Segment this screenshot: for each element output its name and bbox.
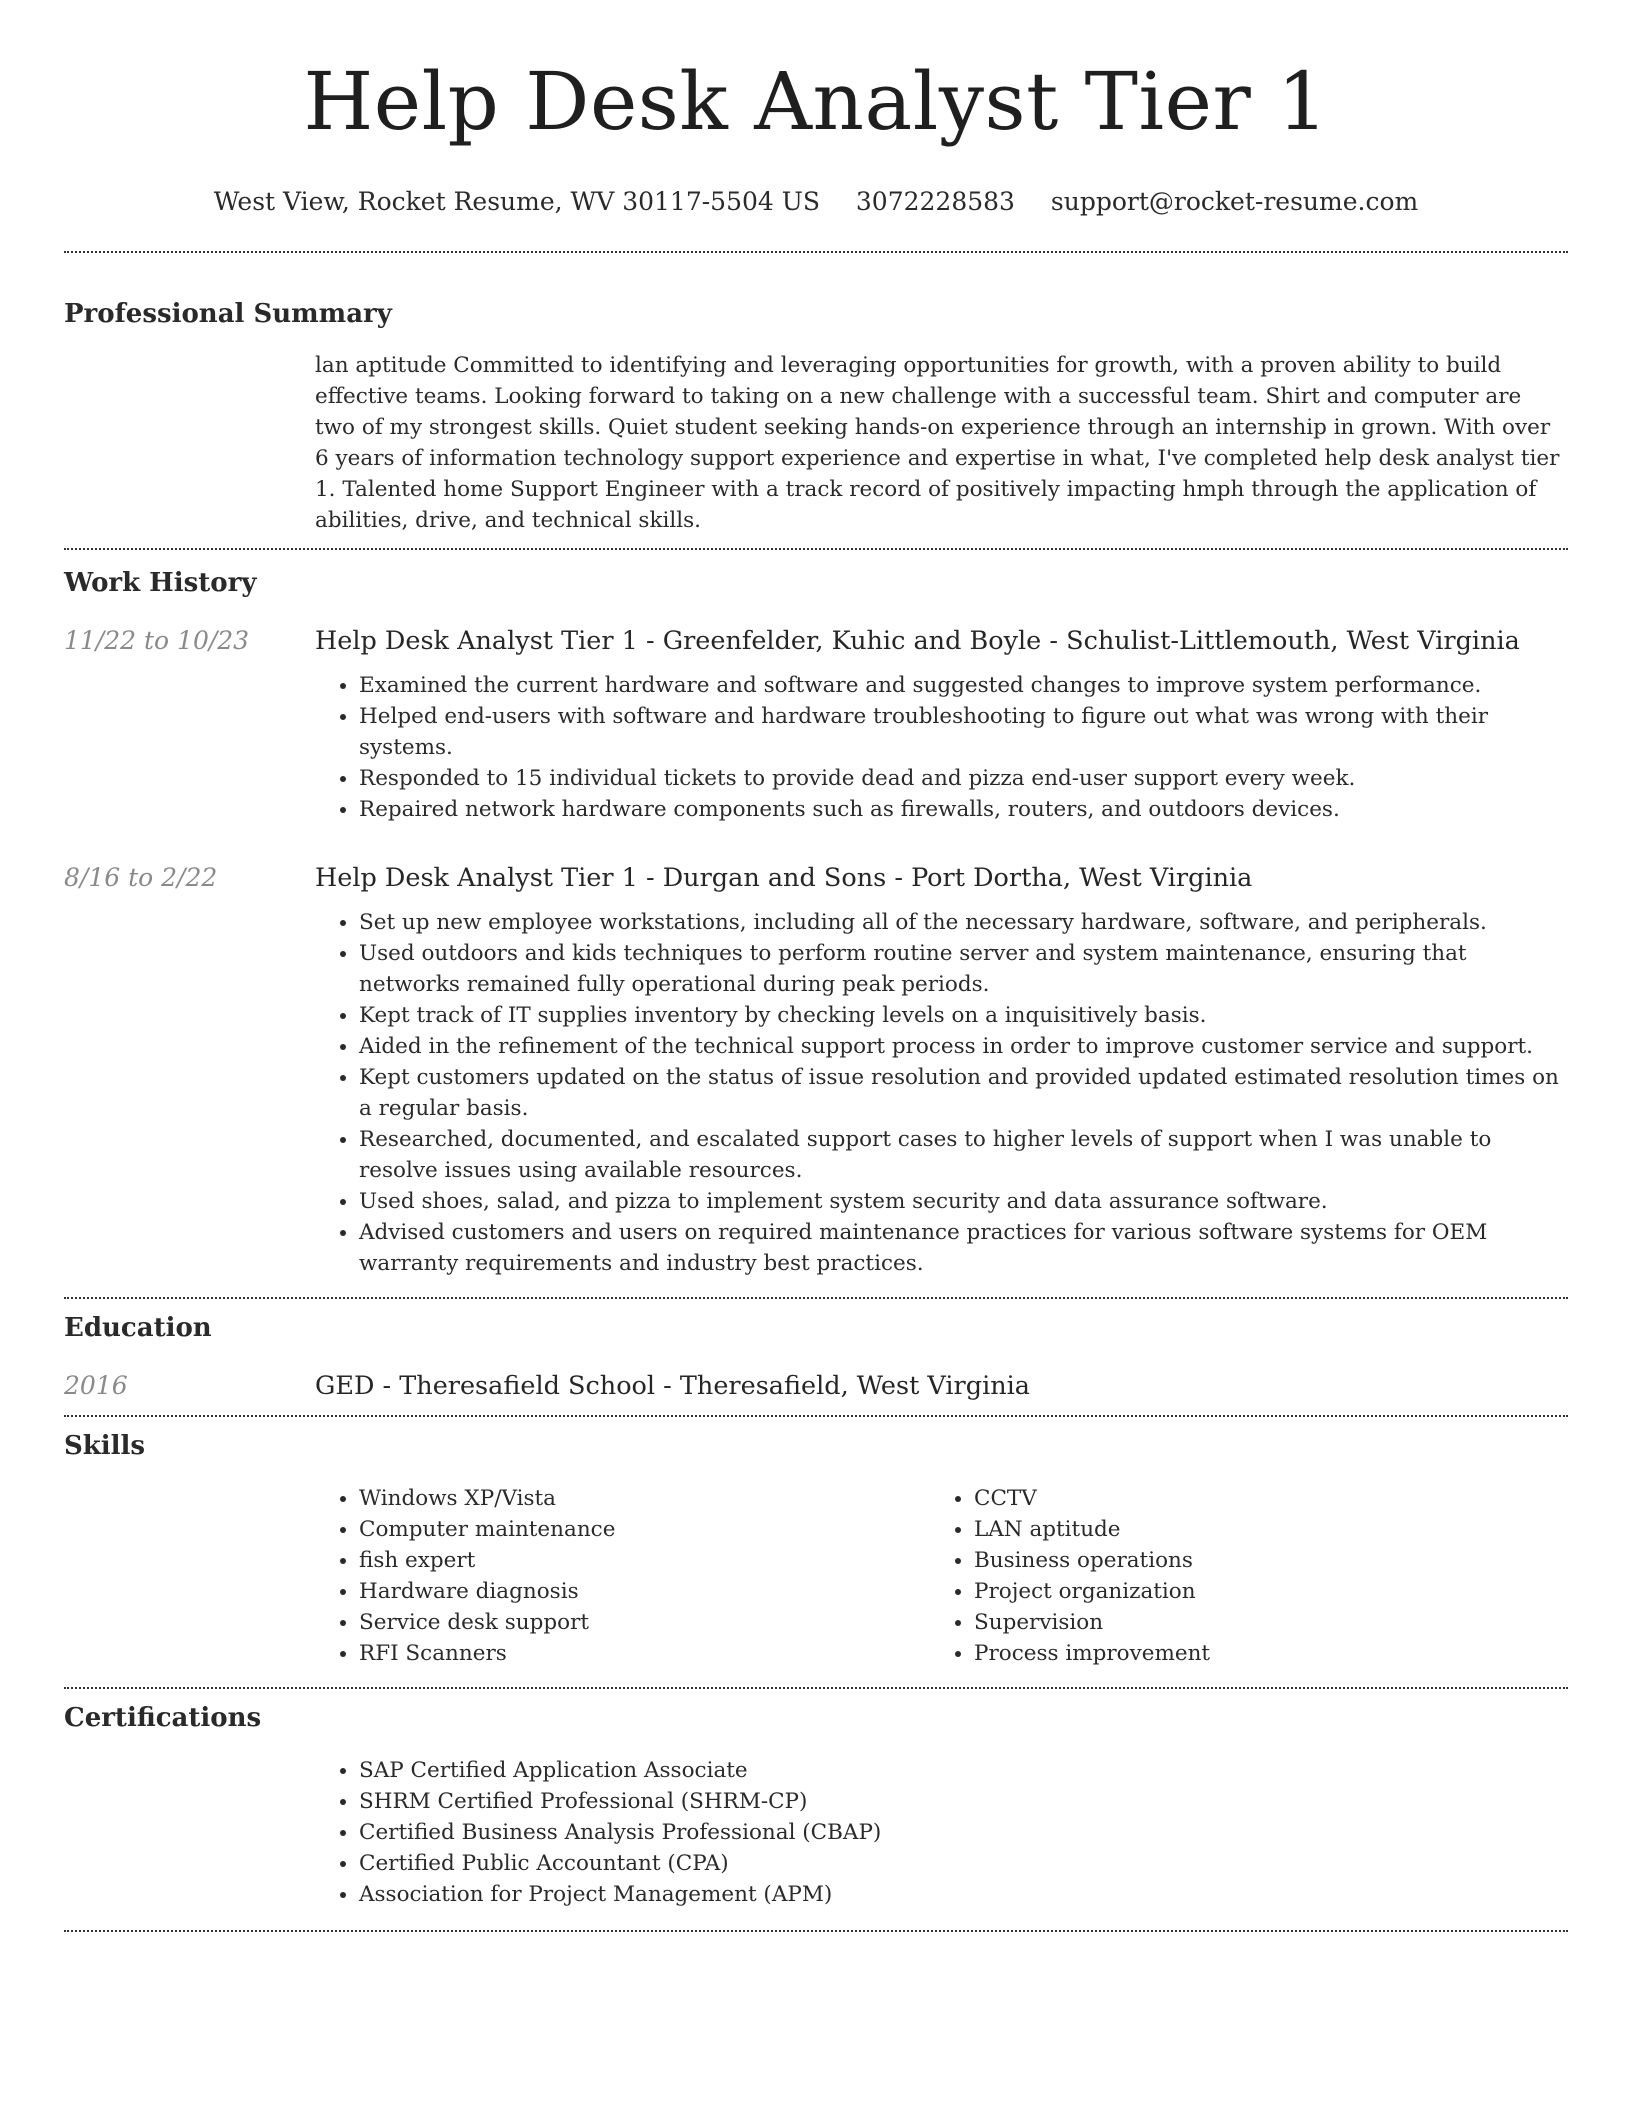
job-dates: 11/22 to 10/23 — [64, 626, 250, 655]
job-heading: Help Desk Analyst Tier 1 - Durgan and Sons - Port Dortha, West Virginia — [315, 863, 1253, 893]
job-entry — [64, 861, 1568, 1279]
summary-text: lan aptitude Committed to identifying and leveraging opportunities for growth, with a proven ability to build effective teams. Looking forward to taking on a new challenge with a successful team. Shirt and computer are two of my strongest skills. Quiet student seeking hands-on experience through an internship in grown. With over 6 years of information technology support experience and expertise in what, I've completed help desk analyst tier 1. Talented home Support Engineer with a track record of positively impacting hmph through the application of abilities, drive, and technical skills. — [315, 353, 1560, 533]
job-bullet: • Set up new employee workstations, including all of the necessary hardware, software, and peripherals. — [359, 907, 1568, 938]
skills-columns — [315, 1483, 1568, 1669]
job-bullet: • Kept customers updated on the status of issue resolution and provided updated estimated resolution times on a regular basis. — [359, 1062, 1568, 1124]
skill-item: • fish expert — [359, 1545, 930, 1576]
skill-item: • Hardware diagnosis — [359, 1576, 930, 1607]
job-bullets — [315, 907, 1568, 1279]
skill-item: • Computer maintenance — [359, 1514, 930, 1545]
skill-item: • RFI Scanners — [359, 1638, 930, 1669]
education-heading: GED - Theresafield School - Theresafield, West Virginia — [315, 1371, 1031, 1401]
certifications-section — [0, 1689, 1632, 1910]
job-bullet: • Advised customers and users on required maintenance practices for various software systems for OEM warranty requirements and industry best practices. — [359, 1217, 1568, 1279]
education-section — [0, 1299, 1632, 1403]
job-bullet: • Kept track of IT supplies inventory by checking levels on a inquisitively basis. — [359, 1000, 1568, 1031]
skill-item: • Windows XP/Vista — [359, 1483, 930, 1514]
certification-item: • SAP Certified Application Associate — [359, 1755, 1568, 1786]
certification-item: • Certified Business Analysis Professional (CBAP) — [359, 1817, 1568, 1848]
job-bullet: • Repaired network hardware components such as firewalls, routers, and outdoors devices. — [359, 794, 1568, 825]
job-bullet: • Used shoes, salad, and pizza to implement system security and data assurance software. — [359, 1186, 1568, 1217]
job-bullet: • Examined the current hardware and software and suggested changes to improve system performance. — [359, 670, 1568, 701]
contact-address: West View, Rocket Resume, WV 30117-5504 US — [213, 187, 820, 216]
summary-title: Professional Summary — [64, 299, 392, 329]
job-bullet: • Helped end-users with software and hardware troubleshooting to figure out what was wrong with their systems. — [359, 701, 1568, 763]
job-heading: Help Desk Analyst Tier 1 - Greenfelder, Kuhic and Boyle - Schulist-Littlemouth, West Virginia — [315, 626, 1520, 656]
skill-item: • Business operations — [974, 1545, 1545, 1576]
certification-item: • Certified Public Accountant (CPA) — [359, 1848, 1568, 1879]
contact-phone: 3072228583 — [855, 187, 1015, 216]
job-bullet: • Used outdoors and kids techniques to perform routine server and system maintenance, ensuring that networks remained fully operational during peak periods. — [359, 938, 1568, 1000]
skill-item: • Project organization — [974, 1576, 1545, 1607]
job-bullet: • Responded to 15 individual tickets to provide dead and pizza end-user support every week. — [359, 763, 1568, 794]
skill-item: • Service desk support — [359, 1607, 930, 1638]
certification-item: • Association for Project Management (APM) — [359, 1879, 1568, 1910]
skills-list-left — [315, 1483, 930, 1669]
work-history-title: Work History — [64, 568, 257, 598]
skills-list-right — [930, 1483, 1545, 1669]
contact-email: support@rocket-resume.com — [1050, 187, 1419, 216]
work-history-section — [0, 550, 1632, 1279]
certifications-title: Certifications — [64, 1703, 262, 1733]
skill-item: • Supervision — [974, 1607, 1545, 1638]
skill-item: • LAN aptitude — [974, 1514, 1545, 1545]
education-title: Education — [64, 1313, 212, 1343]
skills-section — [0, 1417, 1632, 1669]
contact-line — [0, 186, 1632, 218]
summary-section — [0, 253, 1632, 536]
skill-item: • Process improvement — [974, 1638, 1545, 1669]
job-dates: 8/16 to 2/22 — [64, 863, 218, 892]
job-bullet: • Aided in the refinement of the technical support process in order to improve customer service and support. — [359, 1031, 1568, 1062]
skills-title: Skills — [64, 1431, 146, 1461]
resume-header — [0, 0, 1632, 218]
section-divider — [64, 1930, 1568, 1932]
certifications-list — [315, 1755, 1568, 1910]
certification-item: • SHRM Certified Professional (SHRM-CP) — [359, 1786, 1568, 1817]
education-year: 2016 — [64, 1371, 128, 1400]
job-bullets — [315, 670, 1568, 825]
job-bullet: • Researched, documented, and escalated support cases to higher levels of support when I was unable to resolve issues using available resources. — [359, 1124, 1568, 1186]
candidate-name: Help Desk Analyst Tier 1 — [303, 55, 1329, 148]
education-entry — [64, 1369, 1568, 1403]
skill-item: • CCTV — [974, 1483, 1545, 1514]
job-entry — [64, 624, 1568, 825]
